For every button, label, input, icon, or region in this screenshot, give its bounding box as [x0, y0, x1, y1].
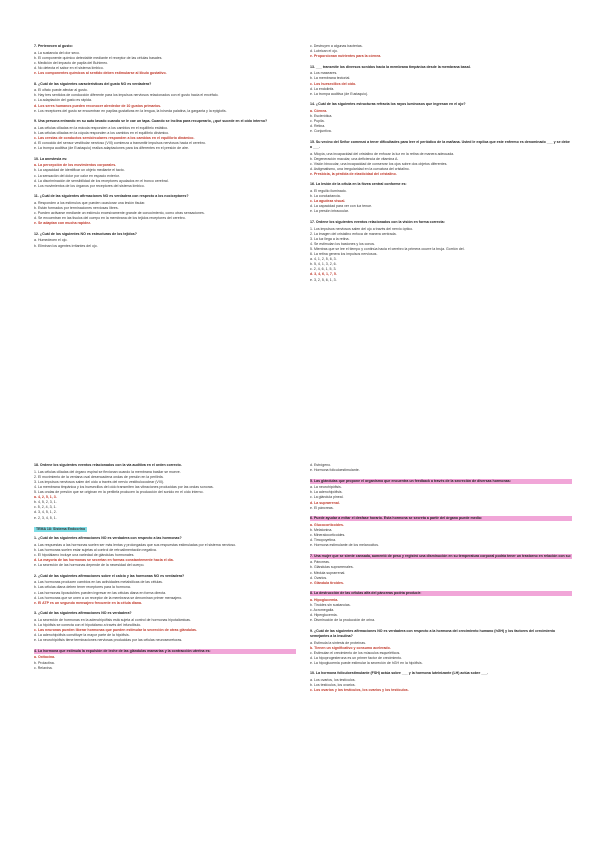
column-top-left [34, 44, 296, 254]
question-block [34, 194, 296, 226]
question-text: 3. ¿Cuál de las siguientes afirmaciones NO es verdadera? [34, 611, 132, 616]
answer-option: d. Los hormonas que se unen a un receptor de la membrana se denominan primer mensajero. [34, 595, 183, 600]
answer-option-correct: e. Los componentes químicos al sentido deben estimularse al líbulo gustativo. [34, 71, 167, 76]
question-text: 6. Puede ayudar a evitar el desfase horario. Esta hormona se secreta a partir del órgano puede medio: [310, 516, 572, 521]
answer-option: a. Responden a los estímulos que pueden ocasionar una lesión tisular. [34, 200, 146, 205]
answer-option: c. Acromegalia. [310, 608, 335, 613]
question-text: 5. Las glándulas que propone el organismo que encuentra un feedback a través de la secreción de diversas hormonas: [310, 479, 572, 484]
answer-option: 3. Los impulsos nerviosos salen del oído a través del nervio vestibulococlear (VIII). [34, 479, 164, 484]
question-text: 8. La destrucción de las células alfa del páncreas podría producir: [310, 591, 572, 596]
answer-option-correct: a. La percepción de los movimientos corporales. [34, 163, 117, 168]
answer-option: d. La capacidad para ver con luz tenue. [310, 204, 373, 209]
answer-option: c. Las hormonas liposolubles pueden ingresar en las células diana en forma directa. [34, 590, 167, 595]
question-text: 9. ¿Cuál de las siguientes afirmaciones NO es verdadera con respecto a la hormona del crecimiento humano (hGH) y los factores del crecimiento semejantes a la insulina? [310, 628, 556, 638]
answer-option: d. El conocido del sensor vestibular nervioso (VIII) comienza a transmitir impulsos nerviosos hacia el cerebro. [34, 141, 206, 146]
question-block [310, 140, 572, 177]
answer-option: b. Los testículos, los ovarios. [310, 683, 356, 688]
answer-option: e. Hormona estimulante de los melanocitos. [310, 543, 380, 548]
answer-option: c. Pupila. [310, 119, 325, 124]
answer-option: d. La hipoprogesterona es un primer factor de crecimiento. [310, 655, 403, 660]
answer-option: d. Lubrican el ojo. [310, 49, 338, 54]
answer-option: d. Retina. [310, 124, 326, 129]
column-bottom-left [34, 463, 296, 676]
answer-option: b. La hipófisis se conecta con el hipotálamo a través del infundíbulo. [34, 622, 142, 627]
question-text: 10. La hormona foliculoestimulante (FSH) actúa sobre ___ y la hormona luteinizante (LH) actúa sobre ___. [310, 671, 489, 676]
answer-option: b. 5, 4, 1, 3, 2, 6. [310, 262, 337, 267]
answer-option: d. La adenohipófisis constituye la mayor parte de la hipófisis. [34, 633, 130, 638]
question-block [34, 611, 296, 643]
column-bottom-right [310, 463, 572, 699]
answer-option: a. Los maseares. [310, 71, 338, 76]
answer-option: c. Visión binocular, una incapacidad de conservar los ojos sobre dos objetos diferentes. [310, 161, 448, 166]
answer-option: b. 4, 5, 2, 3, 1. [34, 500, 57, 505]
column-top-right [310, 44, 572, 288]
answer-option: a. Estimula la síntesis de proteínas. [310, 640, 366, 645]
answer-option-correct: a. 4, 2, 5, 1, 3. [34, 495, 57, 500]
answer-option-correct: d. 3, 4, 6, 1, 7, 5. [310, 272, 337, 277]
answer-option: 5. Las ondas de presión que se originan en la perilinfa producen la producción del sonido en el oído interno. [34, 490, 204, 495]
answer-option: d. Astigmatismo, una irregularidad en la curvatura del cristalino. [310, 166, 410, 171]
answer-option: b. La conductancia. [310, 194, 341, 199]
answer-option: c. El hipotálamo incluye una variedad de glándulas hormonales. [34, 552, 135, 557]
answer-option: d. Se encuentran en las tisulos del cuerpo en la membrana de los tejidos receptores del cerebro. [34, 216, 186, 221]
answer-option: c. La adaptación del gusto es rápida. [34, 98, 92, 103]
question-block [310, 220, 572, 283]
answer-option: d. La endolinfa. [310, 86, 335, 91]
answer-option: 2. El movimiento de la ventana oval desencadena ondas de presión en la perilinfa. [34, 474, 164, 479]
question-text: 7. Pertenecen al gusto: [34, 44, 73, 48]
question-block [310, 65, 572, 97]
answer-option: a. Humedecen el ojo. [34, 238, 68, 243]
question-text: 15. Su vecino del Señor comenzó a tener dificultades para leer el periódico de la mañana. Usted le explica que este enfermo es denominado ___ y se debe a ___. [310, 139, 570, 149]
answer-option-correct: d. La mayoría de las hormonas se secretan en formas constantemente hacia el día. [34, 558, 174, 563]
question-block [310, 463, 572, 473]
answer-option: a. La sustancia del olor seco. [34, 50, 80, 55]
answer-option: c. Medición del impacto de papila del Buhimeo. [34, 60, 109, 65]
answer-option-correct: e. Presbicia, la pérdida de elasticidad del cristalino. [310, 171, 397, 176]
answer-option: a. Miopía, una incapacidad del cristalino de enfocar la luz en la retina de manera adecuada. [310, 151, 455, 156]
question-text: 7. Una mujer que se siente cansada, aumentó de peso y registró una disminución en su temperatura corporal podría tener un trastorno en relación con su: [310, 553, 571, 558]
question-block [34, 119, 296, 151]
answer-option: a. Páncreas. [310, 560, 330, 565]
question-text: 13. ___ transmite los diversos sonidos hacia la membrana timpánica desde la membrana basal. [310, 64, 471, 69]
answer-option: b. Hay tres sentidos de conducción diferente para los impulsos nerviosos relacionados con el gusto hacia el encéfalo. [34, 93, 219, 98]
answer-option: e. La secreción de las hormonas depende de la necesidad del cuerpo. [34, 563, 145, 568]
answer-option: a. El reguilio iluminado. [310, 189, 347, 194]
answer-option: 4. La membrana timpánica y los huesecillos del oído transmiten las vibraciones producidas por las ondas sonoras. [34, 484, 214, 489]
answer-option-correct: c. Los ovarios y los testículos, los ovarios y los testículos. [310, 688, 409, 693]
answer-option: 2. La imagen del cristalino enfoca de manera centrada. [310, 231, 397, 236]
answer-option: c. La sensación del dolor por calor en espacio exterior. [34, 173, 120, 178]
answer-option-correct: b. Tienen un significativo y consumo acelerado. [310, 645, 391, 650]
answer-option: e. Los receptores del gusto se encuentran en papilas gustativas en la lengua, la bóveda palatina, la garganta y la epiglotis. [34, 108, 227, 113]
answer-option: b. Eliminan los agentes irritantes del ojo. [34, 243, 98, 248]
answer-option: a. Las hormonas producen cambios en las actividades metabólicas de las células. [34, 580, 163, 585]
answer-option: a. Las células ciliadas en la mácula responden a los cambios en el equilibrio estático. [34, 125, 169, 130]
question-text: 11. ¿Cuál de las siguientes afirmaciones NO es verdadera con respecto a los nociceptores? [34, 194, 189, 199]
answer-option: d. Timopoyetina. [310, 538, 337, 543]
answer-option: b. El componente químico detectable mediante el receptor de las células basales. [34, 55, 163, 60]
answer-option: b. La adenohipófisis. [310, 490, 343, 495]
answer-option: b. Degeneración macular, una deficiencia de vitamina A. [310, 156, 399, 161]
answer-option: c. Médula suprarrenal. [310, 570, 346, 575]
answer-option: c. Destruyen a algunas bacterias. [310, 44, 363, 48]
answer-option: d. Hiperglucemia. [310, 613, 338, 618]
answer-option-correct: a. Hipoglucemia. [310, 597, 339, 602]
question-text: 8. ¿Cuál de las siguientes características del gusto NO es verdadera? [34, 81, 152, 86]
answer-option: c. Relaxina. [34, 665, 53, 670]
answer-option: 4. Se estimulan los bastones y los conos. [310, 241, 376, 246]
answer-option-correct: a. Glucocorticoides. [310, 522, 344, 527]
answer-option: b. Prolactina. [34, 660, 55, 665]
answer-option: b. Glándulas suprarrenales. [310, 565, 354, 570]
answer-option: a. La secreción de hormonas en la adenohipófisis está sujeta al control de hormonas hipotalámicas. [34, 617, 191, 622]
answer-option-correct: c. La agudeza visual. [310, 199, 346, 204]
answer-option: b. Están formados por terminaciones nerviosas libres. [34, 205, 119, 210]
question-text: 17. Ordene los siguientes eventos relacionados con la visión en forma correcta: [310, 219, 445, 224]
answer-option: b. La capacidad de identificar un objeto mediante el tacto. [34, 168, 125, 173]
answer-option-correct: e. Proporcionan nutrientes para la córnea. [310, 54, 382, 59]
answer-option-correct: c. Las neuronas pueden liberar hormonas que pueden estimular la secreción de otras glándulas. [34, 628, 198, 633]
answer-option: c. 5, 2, 4, 3, 1. [34, 505, 57, 510]
section-title: TEMA 18: Sistema Endocrino [36, 527, 86, 532]
question-block [310, 629, 572, 666]
question-block [310, 554, 572, 586]
answer-option: 6. La retina genera los impulsos nerviosos. [310, 252, 378, 257]
question-text: 16. La lesión de la célula en la fóvea central conforme es: [310, 182, 407, 187]
question-block [310, 479, 572, 511]
answer-option: d. Estrógeno. [310, 463, 332, 467]
answer-option: e. La presión intraocular. [310, 209, 349, 214]
question-block [34, 536, 296, 568]
answer-option: e. Los movimientos de los órganos por receptores del sistema límbico. [34, 183, 145, 188]
question-text: 2. ¿Cuál de las siguientes afirmaciones sobre el calcio y las hormonas NO es verdadera? [34, 573, 185, 578]
answer-option: b. Melatonina. [310, 527, 333, 532]
answer-option: e. La trompa auditiva (de Eustaquio). [310, 91, 369, 96]
answer-option: c. Estimulan el crecimiento de los músculos esqueléticos. [310, 650, 401, 655]
answer-option: 1. Las células ciliadas del órgano espiral se flexionan cuando la membrana basilar se mueve. [34, 469, 181, 474]
question-text: 4. La hormona que estimula la expulsión de leche de las glándulas mamarias y la contracción uterina es: [34, 649, 296, 654]
answer-option-correct: a. Oxitocina. [34, 655, 56, 660]
answer-option: b. La membrana tectorial. [310, 76, 351, 81]
answer-option-correct: e. Se adaptan con mucha rapidez. [34, 221, 91, 226]
answer-option-correct: e. El ATP es un segundo mensajero frecuente en la célula diana. [34, 600, 142, 605]
question-text: 10. La anestesia es: [34, 156, 68, 161]
question-block [310, 671, 572, 693]
answer-option: e. Hormona foliculoestimulante. [310, 468, 360, 473]
answer-option: a. La neurohipófisis. [310, 485, 342, 490]
question-block [310, 44, 572, 59]
answer-option: d. No detecta el sabor en el sistema límbico. [34, 65, 104, 70]
answer-option: a. Los ovarios, los testículos. [310, 678, 356, 683]
question-text: 18. Ordene los siguientes eventos relacionados con la vía auditiva en el orden correcto. [34, 463, 182, 467]
answer-option-correct: c. Las crestas de conductos semicirculares responden a los cambios en el equilibrio dinámico. [34, 135, 195, 140]
question-block [34, 82, 296, 114]
question-text: 12. ¿Cuál de los siguientes NO es estructuras de los tejidos? [34, 231, 137, 236]
answer-option: b. Las hormonas suelen estar sujetas al control de retroalimentación negativa. [34, 547, 157, 552]
answer-option: b. Las células ciliadas en la cúpula responden a los cambios en el equilibrio dinámico. [34, 130, 170, 135]
answer-option: c. Pueden activarse mediante un estímulo excesivamente grande de conocimiento, como otras sensaciones. [34, 211, 205, 216]
answer-option: e. La trompa auditiva (de Eustaquio) realiza adaptaciones para los diferentes en el presión de aire. [34, 146, 189, 151]
answer-option: e. El páncreas. [310, 505, 334, 510]
answer-option: d. Ovarios. [310, 575, 328, 580]
answer-option: d. 3, 4, 5, 1, 2. [34, 510, 57, 515]
answer-option: d. La discriminación de sensibilidad de los receptores ayudados en el tronco cerebral. [34, 178, 169, 183]
answer-option: b. Tiroides sin sustancias. [310, 603, 351, 607]
answer-option: 1. Los impulsos nerviosos salen del ojo a través del nervio óptico. [310, 226, 414, 231]
answer-option: b. Esclerótica. [310, 114, 333, 118]
answer-option: e. 2, 3, 4, 5, 1. [34, 515, 57, 520]
answer-option: 3. La luz llega a la retina. [310, 236, 350, 241]
answer-option: c. La glándula pineal. [310, 495, 344, 500]
answer-option: e. Disminución de la producción de orina. [310, 618, 376, 623]
answer-option: c. 2, 4, 6, 1, 5, 3. [310, 267, 337, 272]
question-block [310, 102, 572, 134]
answer-option-correct: e. Glándula tiroides. [310, 580, 344, 585]
answer-option-correct: a. Córnea. [310, 108, 328, 113]
question-text: 1. ¿Cuál de las siguientes afirmaciones NO es verdadera con respecto a las hormonas? [34, 536, 182, 541]
question-block [34, 232, 296, 249]
answer-option: a. 4, 1, 2, 5, 6, 3. [310, 257, 337, 262]
question-block [34, 157, 296, 189]
question-block [34, 574, 296, 606]
answer-option: e. La neurohipófisis tiene terminaciones nerviosas producidas por las células neurosecretoras. [34, 638, 183, 643]
answer-option: e. Conjuntiva. [310, 129, 332, 134]
question-block [310, 182, 572, 214]
answer-option: 5. Mientras que se lee el tiempo y continúa hacia el cerebro la primera ocurre la bruja. Gorrión del. [310, 247, 465, 252]
question-block [310, 516, 572, 548]
answer-option-correct: d. La suprarrenal. [310, 500, 340, 505]
answer-option-correct: c. Los huesecillos del oído. [310, 81, 357, 86]
answer-option: c. Mineralocorticoides. [310, 533, 346, 537]
answer-option: a. Las respuestas a las hormonas suelen ser más lentas y prolongadas que sus respuestas estimuladas por el sistema nervioso. [34, 542, 237, 547]
answer-option: b. Las células diana deben tener receptores para la hormona. [34, 585, 131, 590]
answer-option: e. 3, 2, 5, 6, 1, 3. [310, 277, 337, 282]
question-block [310, 591, 572, 623]
answer-option: a. El olfato puede afectar al gusto. [34, 88, 88, 93]
question-block [34, 463, 296, 521]
answer-option: e. La hipoglucemia puede estimular la secreción de hGH en la hipófisis. [310, 660, 423, 665]
question-text: 14. ¿Cuál de las siguientes estructuras refracta los rayos luminosos que ingresan en el ojo? [310, 102, 466, 107]
question-block [34, 649, 296, 671]
question-block [34, 44, 296, 76]
answer-option-correct: d. Los seres humanos pueden reconocer alrededor de 10 gustos primarios. [34, 103, 162, 108]
question-text: 9. Una persona entrando en su auto lavado cuando se le cae un tapa. Cuando se inclina para recuperarlo, ¿qué sucede en el oído interno? [34, 119, 268, 124]
